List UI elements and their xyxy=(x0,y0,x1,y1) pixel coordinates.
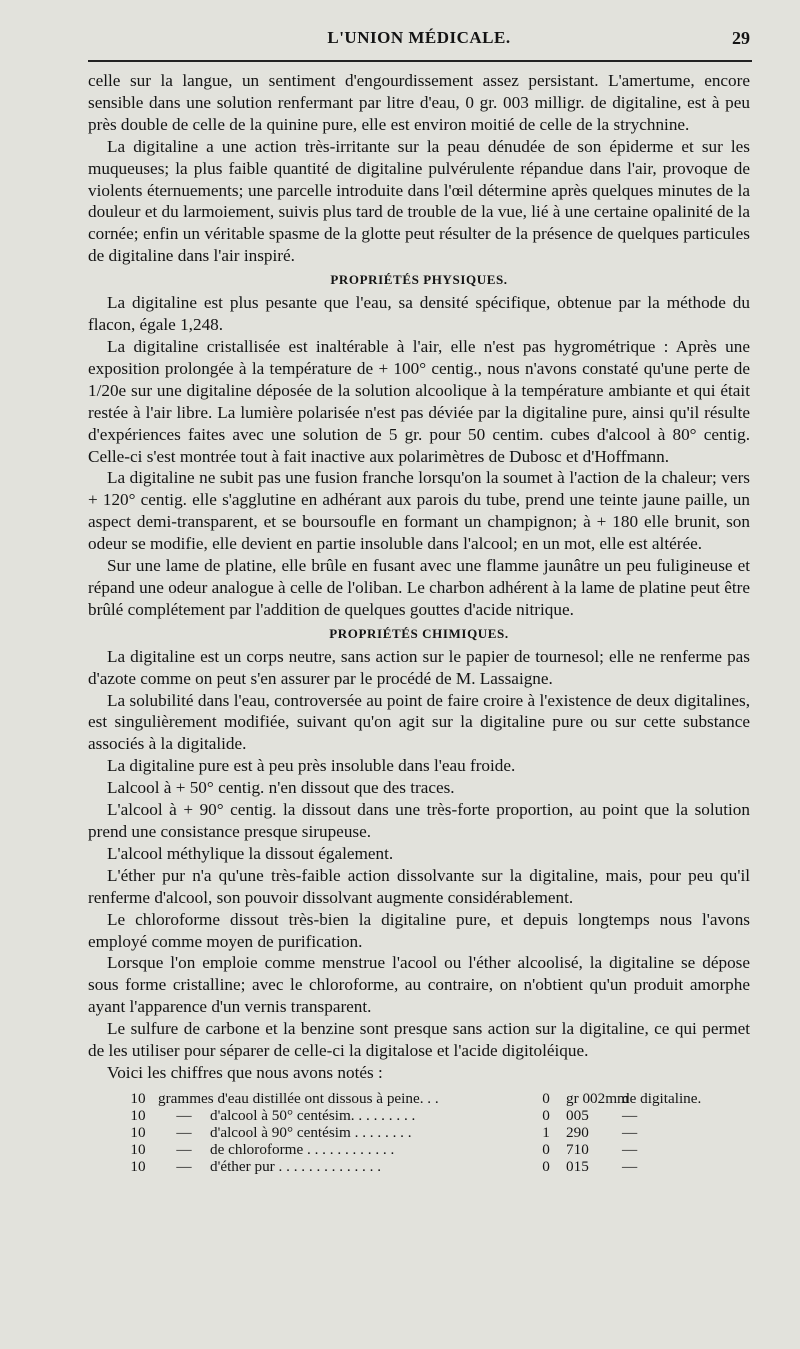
decimal-cell: gr 002mm xyxy=(566,1089,629,1107)
table-row xyxy=(88,1107,750,1124)
paragraph: Lorsque l'on emploie comme menstrue l'acool ou l'éther alcoolisé, la digitaline se dépose sous forme cristalline; avec le chloroforme, au contraire, on n'obtient qu'un produit amorphe ayant l'apparence d'un vernis transparent. xyxy=(88,953,750,1017)
solvent-cell: d'éther pur . . . . . . . . . . . . . . xyxy=(210,1157,382,1175)
quantity-cell: 10 xyxy=(130,1140,146,1158)
unit-cell: de digitaline. xyxy=(622,1089,702,1107)
solubility-table xyxy=(88,1090,750,1175)
paragraph: Le sulfure de carbone et la benzine sont presque sans action sur la digitaline, ce qui permet de les utiliser pour séparer de celle-ci la digitalose et l'acide digitoléique. xyxy=(88,1019,750,1061)
decimal-cell: 005 xyxy=(566,1106,589,1124)
unit-cell: — xyxy=(622,1157,638,1175)
decimal-cell: 015 xyxy=(566,1157,589,1175)
quantity-cell: 10 xyxy=(130,1157,146,1175)
paragraph: Sur une lame de platine, elle brûle en fusant avec une flamme jaunâtre un peu fuligineuse et répand une odeur analogue à celle de l'oliban. Le charbon adhérent à la lame de platine peut être brûlé complétement par l'addition de quelques gouttes d'acide nitrique. xyxy=(88,556,750,619)
section-heading: PROPRIÉTÉS PHYSIQUES. xyxy=(330,272,508,288)
integer-cell: 0 xyxy=(542,1157,550,1175)
paragraph: La digitaline a une action très-irritante sur la peau dénudée de son épiderme et sur les muqueuses; la plus faible quantité de digitaline pulvérulente répandue dans l'air, provoque de violents éternuements; une parcelle introduite dans l'œil détermine après quelques minutes de la douleur et du larmoiement, suivis plus tard de trouble de la vue, lié à une certaine opalinité de la cornée; enfin un véritable spasme de la glotte peut résulter de la présence de quelques particules de digitaline dans l'air inspiré. xyxy=(88,136,750,266)
paragraph: L'éther pur n'a qu'une très-faible action dissolvante sur la digitaline, mais, pour peu qu'il renferme d'alcool, son pouvoir dissolvant augmente considérablement. xyxy=(88,865,750,907)
integer-cell: 0 xyxy=(542,1089,550,1107)
solvent-cell: de chloroforme . . . . . . . . . . . . xyxy=(210,1140,395,1158)
decimal-cell: 290 xyxy=(566,1123,589,1141)
table-row xyxy=(88,1090,750,1107)
paragraph: La digitaline est un corps neutre, sans action sur le papier de tournesol; elle ne renferme pas d'azote comme on peut s'en assurer par le procédé de M. Lassaigne. xyxy=(88,646,750,688)
unit-cell: — xyxy=(622,1123,638,1141)
table-row xyxy=(88,1158,750,1175)
quantity-cell: 10 xyxy=(130,1089,146,1107)
table-row xyxy=(88,1124,750,1141)
paragraph: Lalcool à + 50° centig. n'en dissout que des traces. xyxy=(107,778,455,798)
paragraph: Voici les chiffres que nous avons notés : xyxy=(107,1062,383,1082)
page-header xyxy=(88,26,750,56)
paragraph: celle sur la langue, un sentiment d'engourdissement assez persistant. L'amertume, encore sensible dans une solution renfermant par litre d'eau, 0 gr. 003 milligr. de digitaline, est à peu près double de celle de la quinine pure, elle est environ moitié de celle de la strychnine. xyxy=(88,71,750,134)
page-number: 29 xyxy=(732,28,750,48)
integer-cell: 0 xyxy=(542,1140,550,1158)
decimal-cell: 710 xyxy=(566,1140,589,1158)
section-heading: PROPRIÉTÉS CHIMIQUES. xyxy=(329,625,509,641)
paragraph: La digitaline pure est à peu près insoluble dans l'eau froide. xyxy=(107,756,516,776)
header-rule xyxy=(88,60,752,62)
ditto-mark: — xyxy=(176,1106,192,1124)
paragraph: La digitaline cristallisée est inaltérable à l'air, elle n'est pas hygrométrique : Après une exposition prolongée à la température de + 100° centig., nous n'avons constaté qu'une perte de 1/20e sur une digitaline déposée de la solution alcoolique à la température ambiante et qui était restée à l'air libre. La lumière polarisée n'est pas déviée par la digitaline pure, ainsi qu'il résulte d'expériences faites avec une solution de 5 gr. pour 50 centim. cubes d'alcool à 80° centig. Celle-ci s'est montrée tout à fait inactive aux polarimètres de Dubosc et d'Hoffmann. xyxy=(88,336,750,466)
solvent-cell: d'alcool à 50° centésim. . . . . . . . . xyxy=(210,1106,416,1124)
solvent-cell: grammes d'eau distillée ont dissous à peine. . . xyxy=(158,1089,439,1107)
integer-cell: 0 xyxy=(542,1106,550,1124)
paragraph: Le chloroforme dissout très-bien la digitaline pure, et depuis longtemps nous l'avons employé comme moyen de purification. xyxy=(88,909,750,951)
paragraph: La solubilité dans l'eau, controversée au point de faire croire à l'existence de deux digitalines, est singulièrement modifiée, suivant qu'on agit sur la digitaline pure ou sur cette substance associés à la digitalide. xyxy=(88,690,750,754)
paragraph: La digitaline ne subit pas une fusion franche lorsqu'on la soumet à l'action de la chaleur; vers + 120° centig. elle s'agglutine en adhérant aux parois du tube, prend une teinte jaune paille, un aspect demi-transparent, et se boursoufle en formant un champignon; à + 180 elle brunit, son odeur se modifie, elle devient en partie insoluble dans l'alcool; en un mot, elle est altérée. xyxy=(88,468,750,554)
paragraph: L'alcool méthylique la dissout également. xyxy=(107,843,394,863)
integer-cell: 1 xyxy=(542,1123,550,1141)
unit-cell: — xyxy=(622,1140,638,1158)
ditto-mark: — xyxy=(176,1157,192,1175)
table-row xyxy=(88,1141,750,1158)
ditto-mark: — xyxy=(176,1123,192,1141)
paragraph: L'alcool à + 90° centig. la dissout dans une très-forte proportion, au point que la solution prend une consistance presque sirupeuse. xyxy=(88,800,750,841)
article-body xyxy=(88,70,750,1175)
paragraph: La digitaline est plus pesante que l'eau, sa densité spécifique, obtenue par la méthode du flacon, égale 1,248. xyxy=(88,293,750,335)
quantity-cell: 10 xyxy=(130,1106,146,1124)
quantity-cell: 10 xyxy=(130,1123,146,1141)
solvent-cell: d'alcool à 90° centésim . . . . . . . . xyxy=(210,1123,412,1141)
unit-cell: — xyxy=(622,1106,638,1124)
running-title: L'UNION MÉDICALE. xyxy=(327,28,511,47)
ditto-mark: — xyxy=(176,1140,192,1158)
